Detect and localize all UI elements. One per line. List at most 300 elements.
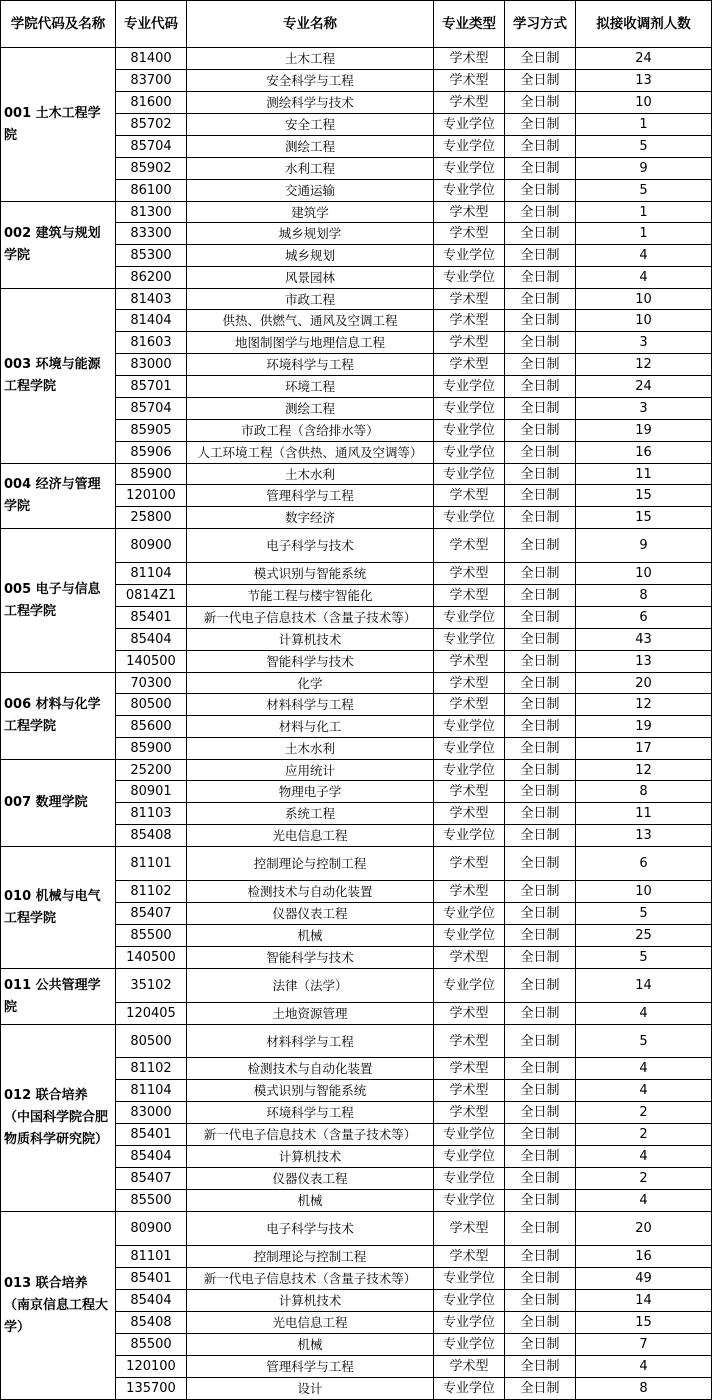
major-name-cell: 控制理论与控制工程 [187,1246,434,1268]
major-name-cell: 系统工程 [187,803,434,825]
major-type-cell: 学术型 [434,1003,505,1025]
quota-cell: 3 [576,398,712,420]
major-code-cell: 120405 [116,1003,187,1025]
header-major-type: 专业类型 [434,1,505,48]
quota-cell: 4 [576,1003,712,1025]
major-code-cell: 81400 [116,48,187,70]
major-type-cell: 专业学位 [434,114,505,136]
major-type-cell: 专业学位 [434,180,505,202]
quota-cell: 24 [576,48,712,70]
major-name-cell: 市政工程（含给排水等） [187,420,434,442]
study-mode-cell: 全日制 [505,629,576,651]
quota-cell: 4 [576,267,712,289]
major-type-cell: 学术型 [434,354,505,376]
major-type-cell: 学术型 [434,223,505,245]
major-code-cell: 81104 [116,1080,187,1102]
major-code-cell: 81404 [116,310,187,332]
major-code-cell: 85407 [116,903,187,925]
college-cell: 006 材料与化学工程学院 [1,673,116,760]
study-mode-cell: 全日制 [505,1190,576,1212]
major-name-cell: 仪器仪表工程 [187,1168,434,1190]
college-cell: 005 电子与信息工程学院 [1,529,116,673]
major-type-cell: 学术型 [434,1212,505,1246]
study-mode-cell: 全日制 [505,1080,576,1102]
major-name-cell: 土木工程 [187,48,434,70]
major-type-cell: 专业学位 [434,607,505,629]
college-cell: 003 环境与能源工程学院 [1,289,116,464]
table-row [1,969,712,1003]
major-name-cell: 交通运输 [187,180,434,202]
quota-cell: 19 [576,420,712,442]
quota-cell: 12 [576,694,712,716]
major-code-cell: 0814Z1 [116,585,187,607]
major-type-cell: 专业学位 [434,136,505,158]
major-code-cell: 85704 [116,398,187,420]
major-name-cell: 计算机技术 [187,629,434,651]
major-code-cell: 81102 [116,881,187,903]
study-mode-cell: 全日制 [505,1003,576,1025]
study-mode-cell: 全日制 [505,1212,576,1246]
table-row [1,464,712,485]
major-name-cell: 环境科学与工程 [187,354,434,376]
quota-cell: 5 [576,136,712,158]
major-type-cell: 专业学位 [434,1290,505,1312]
major-name-cell: 安全工程 [187,114,434,136]
study-mode-cell: 全日制 [505,529,576,563]
quota-cell: 9 [576,529,712,563]
major-type-cell: 专业学位 [434,376,505,398]
major-type-cell: 学术型 [434,563,505,585]
study-mode-cell: 全日制 [505,136,576,158]
study-mode-cell: 全日制 [505,310,576,332]
college-cell: 010 机械与电气工程学院 [1,847,116,969]
major-name-cell: 物理电子学 [187,781,434,803]
quota-cell: 10 [576,881,712,903]
header-major-name: 专业名称 [187,1,434,48]
quota-cell: 13 [576,70,712,92]
study-mode-cell: 全日制 [505,1290,576,1312]
quota-cell: 14 [576,1290,712,1312]
quota-cell: 5 [576,1025,712,1058]
major-type-cell: 专业学位 [434,1378,505,1400]
major-code-cell: 135700 [116,1378,187,1400]
quota-cell: 19 [576,716,712,738]
college-cell: 004 经济与管理学院 [1,464,116,529]
study-mode-cell: 全日制 [505,781,576,803]
study-mode-cell: 全日制 [505,716,576,738]
major-code-cell: 85401 [116,1124,187,1146]
study-mode-cell: 全日制 [505,267,576,289]
major-code-cell: 85407 [116,1168,187,1190]
study-mode-cell: 全日制 [505,332,576,354]
major-type-cell: 专业学位 [434,267,505,289]
major-type-cell: 专业学位 [434,716,505,738]
major-code-cell: 85902 [116,158,187,180]
major-type-cell: 学术型 [434,585,505,607]
major-type-cell: 学术型 [434,1102,505,1124]
major-type-cell: 专业学位 [434,420,505,442]
college-cell: 001 土木工程学院 [1,48,116,202]
major-name-cell: 市政工程 [187,289,434,310]
major-name-cell: 管理科学与工程 [187,485,434,507]
college-cell: 012 联合培养（中国科学院合肥物质科学研究院） [1,1025,116,1212]
quota-cell: 4 [576,1356,712,1378]
study-mode-cell: 全日制 [505,398,576,420]
major-type-cell: 学术型 [434,1080,505,1102]
major-code-cell: 81403 [116,289,187,310]
table-row [1,1212,712,1246]
major-name-cell: 模式识别与智能系统 [187,563,434,585]
major-name-cell: 检测技术与自动化装置 [187,881,434,903]
study-mode-cell: 全日制 [505,881,576,903]
major-type-cell: 学术型 [434,651,505,673]
major-name-cell: 供热、供燃气、通风及空调工程 [187,310,434,332]
quota-cell: 5 [576,903,712,925]
quota-cell: 49 [576,1268,712,1290]
major-code-cell: 81104 [116,563,187,585]
quota-cell: 2 [576,1102,712,1124]
major-type-cell: 学术型 [434,1356,505,1378]
quota-cell: 8 [576,585,712,607]
study-mode-cell: 全日制 [505,847,576,881]
major-code-cell: 86100 [116,180,187,202]
major-type-cell: 专业学位 [434,969,505,1003]
major-code-cell: 85401 [116,1268,187,1290]
study-mode-cell: 全日制 [505,223,576,245]
major-name-cell: 风景园林 [187,267,434,289]
major-name-cell: 环境工程 [187,376,434,398]
major-name-cell: 材料科学与工程 [187,694,434,716]
study-mode-cell: 全日制 [505,70,576,92]
major-name-cell: 数字经济 [187,507,434,529]
major-code-cell: 85300 [116,245,187,267]
major-type-cell: 专业学位 [434,825,505,847]
quota-cell: 24 [576,376,712,398]
major-type-cell: 学术型 [434,332,505,354]
major-code-cell: 120100 [116,485,187,507]
quota-cell: 4 [576,245,712,267]
major-code-cell: 81101 [116,1246,187,1268]
college-cell: 013 联合培养（南京信息工程大学） [1,1212,116,1400]
major-type-cell: 学术型 [434,289,505,310]
table-row [1,202,712,223]
major-name-cell: 机械 [187,1190,434,1212]
study-mode-cell: 全日制 [505,694,576,716]
major-name-cell: 电子科学与技术 [187,529,434,563]
quota-cell: 20 [576,673,712,694]
study-mode-cell: 全日制 [505,485,576,507]
quota-cell: 12 [576,354,712,376]
table-header-row [1,1,712,48]
major-code-cell: 85408 [116,1312,187,1334]
major-type-cell: 专业学位 [434,1334,505,1356]
major-code-cell: 83300 [116,223,187,245]
study-mode-cell: 全日制 [505,354,576,376]
quota-cell: 12 [576,760,712,781]
major-name-cell: 模式识别与智能系统 [187,1080,434,1102]
study-mode-cell: 全日制 [505,92,576,114]
major-code-cell: 85404 [116,1146,187,1168]
major-code-cell: 85704 [116,136,187,158]
major-type-cell: 学术型 [434,1246,505,1268]
study-mode-cell: 全日制 [505,760,576,781]
college-cell: 007 数理学院 [1,760,116,847]
quota-cell: 1 [576,202,712,223]
major-name-cell: 应用统计 [187,760,434,781]
study-mode-cell: 全日制 [505,1168,576,1190]
study-mode-cell: 全日制 [505,969,576,1003]
major-name-cell: 机械 [187,925,434,947]
major-type-cell: 专业学位 [434,738,505,760]
major-name-cell: 设计 [187,1378,434,1400]
study-mode-cell: 全日制 [505,903,576,925]
study-mode-cell: 全日制 [505,1356,576,1378]
table-row [1,529,712,563]
major-name-cell: 水利工程 [187,158,434,180]
quota-cell: 10 [576,563,712,585]
major-type-cell: 学术型 [434,1058,505,1080]
quota-cell: 43 [576,629,712,651]
quota-cell: 4 [576,1146,712,1168]
major-name-cell: 机械 [187,1334,434,1356]
major-code-cell: 83000 [116,1102,187,1124]
major-type-cell: 学术型 [434,485,505,507]
major-name-cell: 土木水利 [187,738,434,760]
quota-cell: 1 [576,223,712,245]
quota-cell: 14 [576,969,712,1003]
major-name-cell: 化学 [187,673,434,694]
study-mode-cell: 全日制 [505,507,576,529]
table-row [1,289,712,310]
major-code-cell: 85906 [116,442,187,464]
table-row [1,48,712,70]
major-type-cell: 专业学位 [434,1312,505,1334]
study-mode-cell: 全日制 [505,738,576,760]
major-type-cell: 专业学位 [434,442,505,464]
quota-cell: 9 [576,158,712,180]
quota-cell: 16 [576,1246,712,1268]
quota-cell: 4 [576,1190,712,1212]
header-college: 学院代码及名称 [1,1,116,48]
major-type-cell: 学术型 [434,847,505,881]
quota-cell: 10 [576,92,712,114]
major-type-cell: 学术型 [434,881,505,903]
major-name-cell: 土地资源管理 [187,1003,434,1025]
major-type-cell: 专业学位 [434,925,505,947]
major-name-cell: 电子科学与技术 [187,1212,434,1246]
study-mode-cell: 全日制 [505,607,576,629]
major-name-cell: 计算机技术 [187,1290,434,1312]
major-code-cell: 80901 [116,781,187,803]
quota-cell: 6 [576,847,712,881]
major-type-cell: 专业学位 [434,760,505,781]
major-code-cell: 85701 [116,376,187,398]
major-code-cell: 25200 [116,760,187,781]
major-name-cell: 材料与化工 [187,716,434,738]
major-type-cell: 学术型 [434,803,505,825]
major-code-cell: 81103 [116,803,187,825]
study-mode-cell: 全日制 [505,420,576,442]
major-name-cell: 控制理论与控制工程 [187,847,434,881]
major-type-cell: 专业学位 [434,1168,505,1190]
major-name-cell: 智能科学与技术 [187,651,434,673]
study-mode-cell: 全日制 [505,158,576,180]
table-row [1,1025,712,1058]
major-type-cell: 专业学位 [434,507,505,529]
study-mode-cell: 全日制 [505,1058,576,1080]
table-row [1,760,712,781]
table-row [1,673,712,694]
quota-cell: 20 [576,1212,712,1246]
major-name-cell: 材料科学与工程 [187,1025,434,1058]
major-code-cell: 140500 [116,947,187,969]
study-mode-cell: 全日制 [505,202,576,223]
major-code-cell: 140500 [116,651,187,673]
quota-cell: 13 [576,651,712,673]
quota-cell: 2 [576,1124,712,1146]
major-type-cell: 专业学位 [434,1124,505,1146]
major-type-cell: 学术型 [434,694,505,716]
quota-cell: 8 [576,1378,712,1400]
study-mode-cell: 全日制 [505,442,576,464]
study-mode-cell: 全日制 [505,563,576,585]
major-name-cell: 智能科学与技术 [187,947,434,969]
major-code-cell: 83000 [116,354,187,376]
major-name-cell: 人工环境工程（含供热、通风及空调等） [187,442,434,464]
major-name-cell: 仪器仪表工程 [187,903,434,925]
study-mode-cell: 全日制 [505,1312,576,1334]
major-code-cell: 120100 [116,1356,187,1378]
study-mode-cell: 全日制 [505,376,576,398]
major-type-cell: 专业学位 [434,158,505,180]
quota-cell: 15 [576,507,712,529]
major-type-cell: 专业学位 [434,245,505,267]
major-type-cell: 专业学位 [434,398,505,420]
quota-cell: 4 [576,1080,712,1102]
quota-cell: 10 [576,310,712,332]
major-code-cell: 85408 [116,825,187,847]
major-name-cell: 测绘科学与技术 [187,92,434,114]
quota-cell: 11 [576,803,712,825]
major-code-cell: 85500 [116,925,187,947]
quota-cell: 5 [576,947,712,969]
study-mode-cell: 全日制 [505,1268,576,1290]
major-name-cell: 新一代电子信息技术（含量子技术等） [187,1124,434,1146]
major-name-cell: 测绘工程 [187,136,434,158]
major-name-cell: 新一代电子信息技术（含量子技术等） [187,607,434,629]
major-type-cell: 学术型 [434,48,505,70]
major-code-cell: 85500 [116,1190,187,1212]
major-code-cell: 81600 [116,92,187,114]
header-study-mode: 学习方式 [505,1,576,48]
table-row [1,847,712,881]
study-mode-cell: 全日制 [505,48,576,70]
major-type-cell: 专业学位 [434,1268,505,1290]
study-mode-cell: 全日制 [505,1102,576,1124]
major-type-cell: 学术型 [434,70,505,92]
major-code-cell: 85500 [116,1334,187,1356]
quota-cell: 5 [576,180,712,202]
major-code-cell: 86200 [116,267,187,289]
major-name-cell: 管理科学与工程 [187,1356,434,1378]
major-type-cell: 学术型 [434,947,505,969]
quota-cell: 4 [576,1058,712,1080]
major-code-cell: 81300 [116,202,187,223]
major-type-cell: 学术型 [434,673,505,694]
major-code-cell: 85905 [116,420,187,442]
major-type-cell: 学术型 [434,310,505,332]
quota-cell: 6 [576,607,712,629]
quota-cell: 10 [576,289,712,310]
college-cell: 011 公共管理学院 [1,969,116,1025]
major-name-cell: 光电信息工程 [187,1312,434,1334]
study-mode-cell: 全日制 [505,114,576,136]
major-name-cell: 城乡规划学 [187,223,434,245]
major-code-cell: 80500 [116,1025,187,1058]
major-name-cell: 法律（法学） [187,969,434,1003]
major-type-cell: 专业学位 [434,1146,505,1168]
quota-cell: 3 [576,332,712,354]
major-code-cell: 81102 [116,1058,187,1080]
major-name-cell: 新一代电子信息技术（含量子技术等） [187,1268,434,1290]
major-code-cell: 85702 [116,114,187,136]
quota-cell: 8 [576,781,712,803]
major-code-cell: 70300 [116,673,187,694]
quota-cell: 11 [576,464,712,485]
major-type-cell: 专业学位 [434,903,505,925]
major-code-cell: 85900 [116,738,187,760]
study-mode-cell: 全日制 [505,180,576,202]
study-mode-cell: 全日制 [505,585,576,607]
major-name-cell: 环境科学与工程 [187,1102,434,1124]
quota-cell: 2 [576,1168,712,1190]
study-mode-cell: 全日制 [505,947,576,969]
major-code-cell: 80900 [116,529,187,563]
study-mode-cell: 全日制 [505,1246,576,1268]
major-type-cell: 专业学位 [434,1190,505,1212]
quota-cell: 17 [576,738,712,760]
study-mode-cell: 全日制 [505,803,576,825]
major-type-cell: 专业学位 [434,629,505,651]
major-name-cell: 土木水利 [187,464,434,485]
major-name-cell: 建筑学 [187,202,434,223]
major-name-cell: 安全科学与工程 [187,70,434,92]
study-mode-cell: 全日制 [505,245,576,267]
major-code-cell: 35102 [116,969,187,1003]
table-body [1,48,712,1400]
major-name-cell: 测绘工程 [187,398,434,420]
major-code-cell: 81603 [116,332,187,354]
study-mode-cell: 全日制 [505,1146,576,1168]
quota-cell: 25 [576,925,712,947]
major-name-cell: 城乡规划 [187,245,434,267]
quota-cell: 1 [576,114,712,136]
major-name-cell: 地图制图学与地理信息工程 [187,332,434,354]
study-mode-cell: 全日制 [505,651,576,673]
major-type-cell: 专业学位 [434,464,505,485]
major-code-cell: 80500 [116,694,187,716]
quota-cell: 15 [576,485,712,507]
major-name-cell: 光电信息工程 [187,825,434,847]
study-mode-cell: 全日制 [505,925,576,947]
major-name-cell: 检测技术与自动化装置 [187,1058,434,1080]
major-code-cell: 85404 [116,629,187,651]
major-code-cell: 85404 [116,1290,187,1312]
study-mode-cell: 全日制 [505,1124,576,1146]
study-mode-cell: 全日制 [505,673,576,694]
study-mode-cell: 全日制 [505,1378,576,1400]
major-code-cell: 83700 [116,70,187,92]
